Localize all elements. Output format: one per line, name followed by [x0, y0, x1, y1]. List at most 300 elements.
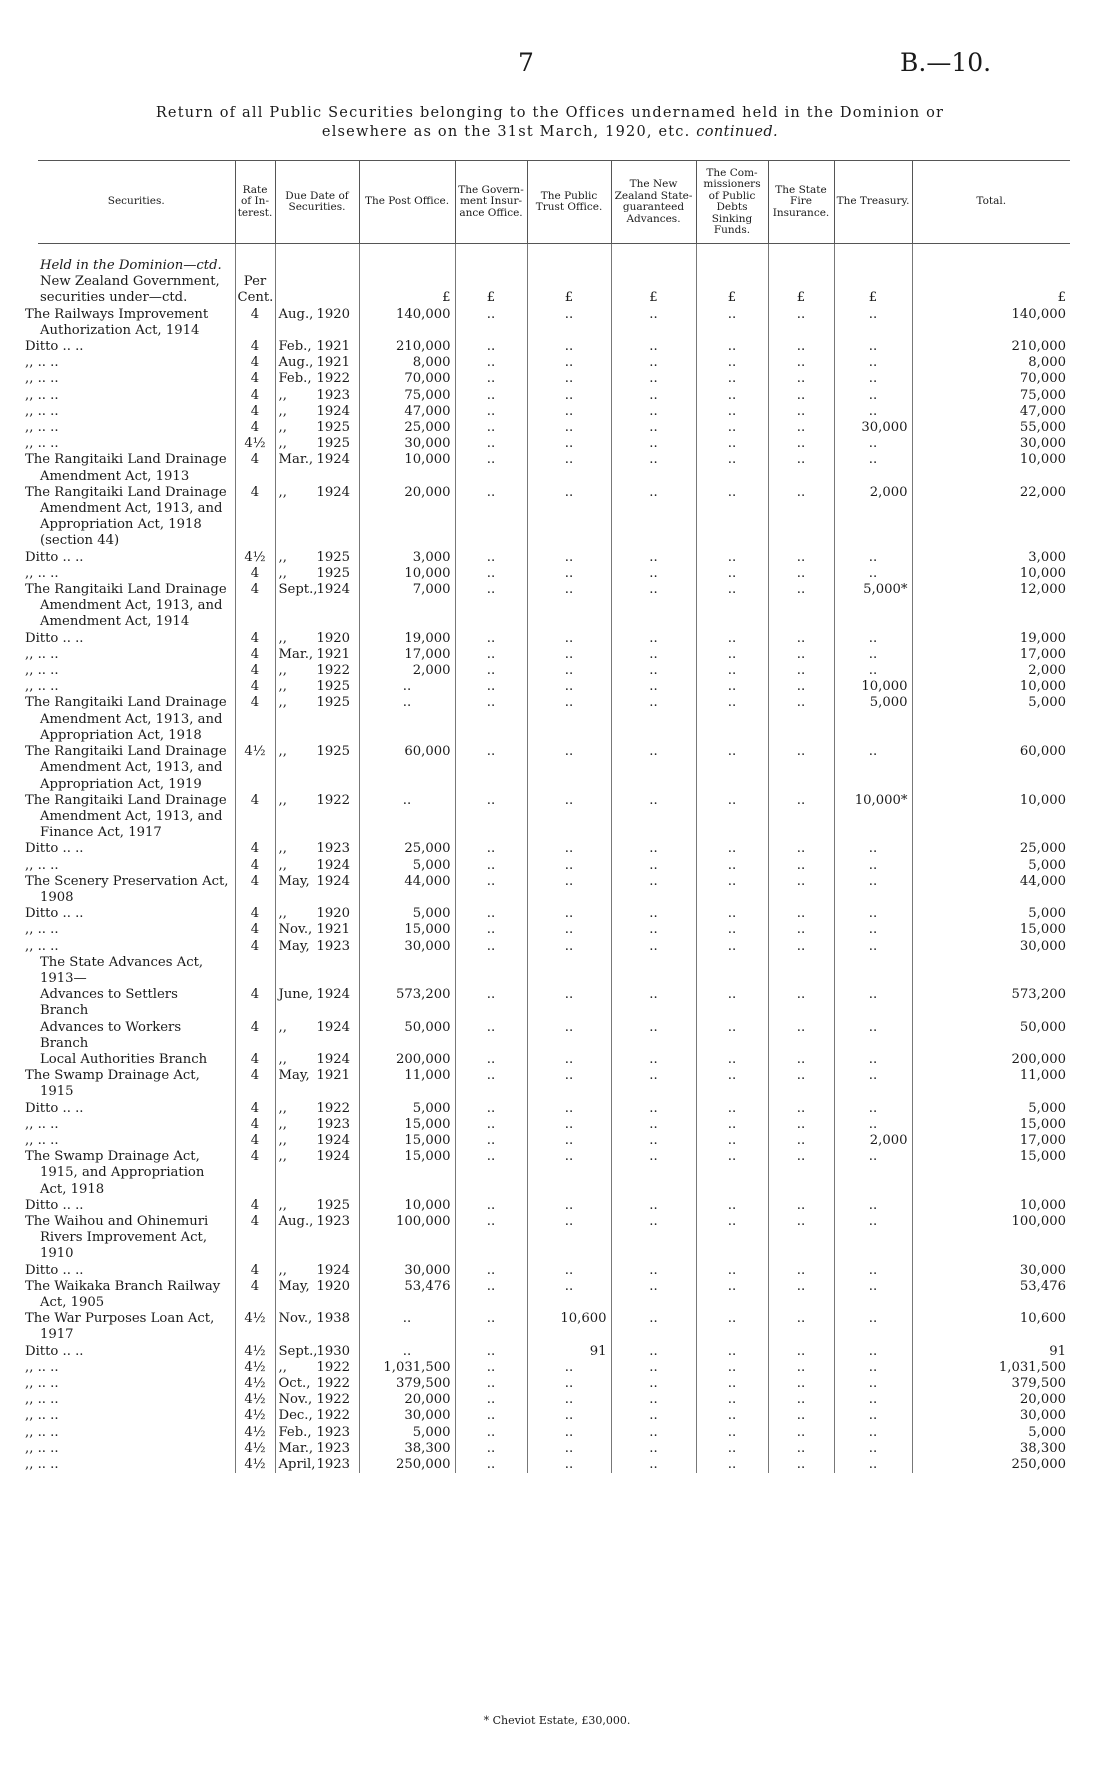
header-securities: Securities. [38, 161, 235, 244]
post-office-value: 5,000 [359, 1101, 455, 1117]
due-date [275, 420, 359, 436]
state-advances-value: .. [611, 1441, 696, 1457]
interest-rate: 4 [235, 1279, 275, 1311]
post-office-value: 53,476 [359, 1279, 455, 1311]
interest-rate: 4 [235, 695, 275, 744]
interest-rate: 4½ [235, 436, 275, 452]
interest-rate: 4 [235, 663, 275, 679]
interest-rate: 4 [235, 1133, 275, 1149]
due-date [275, 1263, 359, 1279]
government-insurance-value: .. [455, 1020, 527, 1052]
treasury-value: .. [834, 452, 912, 484]
public-trust-value: .. [527, 1392, 611, 1408]
currency-treasury [834, 274, 912, 306]
government-insurance-value: .. [455, 452, 527, 484]
state-advances-value: .. [611, 1344, 696, 1360]
due-month: ,, [278, 857, 287, 873]
due-year: 1920 [316, 306, 351, 322]
state-advances-value: .. [611, 1360, 696, 1376]
total-value: 17,000 [1019, 1132, 1066, 1148]
due-month: ,, [278, 403, 287, 419]
government-insurance-value: .. [455, 841, 527, 857]
government-insurance-value: .. [455, 1052, 527, 1068]
table-row [38, 1198, 1070, 1214]
total-value: 5,000 [1028, 857, 1066, 873]
due-year: 1924 [316, 873, 351, 889]
table-row [38, 679, 1070, 695]
interest-rate: 4 [235, 679, 275, 695]
state-fire-value: .. [768, 679, 834, 695]
state-advances-value: .. [611, 1263, 696, 1279]
empty-cell [834, 955, 912, 987]
table-row [38, 1068, 1070, 1100]
treasury-value: .. [834, 388, 912, 404]
state-fire-value: .. [768, 1392, 834, 1408]
state-advances-value: .. [611, 388, 696, 404]
state-fire-value: .. [768, 452, 834, 484]
government-insurance-value: .. [455, 939, 527, 955]
due-date [275, 1214, 359, 1263]
sinking-funds-value: .. [696, 793, 768, 842]
state-fire-value: .. [768, 922, 834, 938]
due-year: 1925 [316, 420, 351, 436]
table-row [38, 566, 1070, 582]
security-name: The Rangitaiki Land Drainage Amendment Act, 1913, and Finance Act, 1917 [38, 793, 235, 842]
due-year: 1923 [316, 1457, 351, 1473]
security-name: Ditto .. .. [38, 841, 235, 857]
public-trust-value: .. [527, 1457, 611, 1473]
interest-rate: 4 [235, 566, 275, 582]
post-office-value: 10,000 [359, 1198, 455, 1214]
public-trust-value: .. [527, 1263, 611, 1279]
due-date [275, 1068, 359, 1100]
due-month: ,, [278, 841, 287, 857]
post-office-value: .. [359, 695, 455, 744]
security-name: ,, .. .. [38, 388, 235, 404]
due-date [275, 582, 359, 631]
table-row [38, 939, 1070, 955]
state-fire-value: .. [768, 1457, 834, 1473]
post-office-value: 15,000 [359, 1133, 455, 1149]
due-year: 1920 [316, 630, 351, 646]
public-trust-value: .. [527, 566, 611, 582]
state-fire-value: .. [768, 858, 834, 874]
sinking-funds-value: .. [696, 679, 768, 695]
public-trust-value: .. [527, 307, 611, 339]
sinking-funds-value: .. [696, 841, 768, 857]
total-value: 200,000 [1011, 1051, 1066, 1067]
post-office-value: 30,000 [359, 1263, 455, 1279]
total-value: 38,300 [1019, 1440, 1066, 1456]
due-date [275, 1344, 359, 1360]
interest-rate: 4 [235, 1149, 275, 1198]
state-advances-value: .. [611, 485, 696, 550]
treasury-value: .. [834, 1052, 912, 1068]
treasury-value: .. [834, 631, 912, 647]
sinking-funds-value: .. [696, 404, 768, 420]
sinking-funds-value: .. [696, 1376, 768, 1392]
post-office-value: 11,000 [359, 1068, 455, 1100]
sinking-funds-value: .. [696, 1149, 768, 1198]
sinking-funds-value: .. [696, 1020, 768, 1052]
interest-rate: 4 [235, 452, 275, 484]
table-row [38, 1020, 1070, 1052]
treasury-value: .. [834, 744, 912, 793]
security-name: The Rangitaiki Land Drainage Amendment Act, 1913, and Amendment Act, 1914 [38, 582, 235, 631]
total-value: 5,000 [1028, 1424, 1066, 1440]
table-row [38, 1149, 1070, 1198]
due-month: Dec., [278, 1408, 313, 1424]
security-name: Ditto .. .. [38, 339, 235, 355]
security-name: ,, .. .. [38, 1425, 235, 1441]
security-name: ,, .. .. [38, 436, 235, 452]
currency-symbol: £ [486, 290, 496, 306]
post-office-value: 19,000 [359, 631, 455, 647]
due-year: 1938 [316, 1311, 351, 1327]
table-row [38, 1457, 1070, 1473]
government-insurance-value: .. [455, 371, 527, 387]
subheading-row [38, 955, 1070, 987]
total-value: 70,000 [1019, 371, 1066, 387]
public-trust-value: .. [527, 1425, 611, 1441]
interest-rate: 4 [235, 388, 275, 404]
empty-cell [235, 955, 275, 987]
state-fire-value: .. [768, 404, 834, 420]
post-office-value: 5,000 [359, 858, 455, 874]
due-month: May, [278, 1068, 310, 1084]
security-name: ,, .. .. [38, 1133, 235, 1149]
total-value: 17,000 [1019, 646, 1066, 662]
currency-symbol: £ [796, 290, 806, 306]
security-name: The Waihou and Ohinemuri Rivers Improvement Act, 1910 [38, 1214, 235, 1263]
due-month: ,, [278, 1262, 287, 1278]
total-value: 140,000 [1011, 306, 1066, 322]
state-advances-value: .. [611, 1425, 696, 1441]
table-row [38, 1344, 1070, 1360]
due-month: May, [278, 873, 310, 889]
interest-rate: 4 [235, 1263, 275, 1279]
table-row [38, 874, 1070, 906]
section-heading-row [38, 258, 1070, 274]
public-trust-value: .. [527, 1149, 611, 1198]
interest-rate: 4 [235, 1214, 275, 1263]
public-trust-value: .. [527, 874, 611, 906]
post-office-value: 2,000 [359, 663, 455, 679]
empty-cell [359, 955, 455, 987]
state-advances-value: .. [611, 922, 696, 938]
due-month: ,, [278, 630, 287, 646]
public-trust-value: .. [527, 841, 611, 857]
due-date [275, 631, 359, 647]
post-office-value: 30,000 [359, 1408, 455, 1424]
state-advances-value: .. [611, 1214, 696, 1263]
public-trust-value: .. [527, 922, 611, 938]
interest-rate: 4 [235, 404, 275, 420]
due-year: 1921 [316, 646, 351, 662]
state-fire-value: .. [768, 1311, 834, 1343]
page-title [30, 104, 1070, 142]
government-insurance-value: .. [455, 922, 527, 938]
state-fire-value: .. [768, 1198, 834, 1214]
due-month: ,, [278, 1100, 287, 1116]
due-year: 1921 [316, 1068, 351, 1084]
government-insurance-value: .. [455, 663, 527, 679]
treasury-value: .. [834, 1360, 912, 1376]
empty-cell [455, 955, 527, 987]
title-line-2 [30, 123, 1070, 142]
sinking-funds-value: .. [696, 1101, 768, 1117]
interest-rate: 4 [235, 485, 275, 550]
sinking-funds-value: .. [696, 566, 768, 582]
treasury-value: .. [834, 1376, 912, 1392]
state-advances-value: .. [611, 874, 696, 906]
table-row [38, 841, 1070, 857]
state-advances-subheading: The State Advances Act, 1913— [38, 955, 235, 987]
security-name: ,, .. .. [38, 1441, 235, 1457]
due-month: ,, [278, 663, 287, 679]
state-advances-value: .. [611, 1279, 696, 1311]
state-advances-value: .. [611, 987, 696, 1019]
empty-cell [696, 955, 768, 987]
due-year: 1921 [316, 355, 351, 371]
total-value: 75,000 [1019, 387, 1066, 403]
security-name: The Rangitaiki Land Drainage Amendment Act, 1913 [38, 452, 235, 484]
total-value: 25,000 [1019, 841, 1066, 857]
state-advances-value: .. [611, 647, 696, 663]
treasury-value: .. [834, 1101, 912, 1117]
state-fire-value: .. [768, 339, 834, 355]
currency-sinking-funds [696, 274, 768, 306]
due-year: 1925 [316, 549, 351, 565]
interest-rate: 4½ [235, 1360, 275, 1376]
due-date [275, 1311, 359, 1343]
table-row [38, 404, 1070, 420]
state-fire-value: .. [768, 1279, 834, 1311]
due-date [275, 987, 359, 1019]
post-office-value: 379,500 [359, 1376, 455, 1392]
treasury-value: 5,000 [834, 695, 912, 744]
security-name: ,, .. .. [38, 1457, 235, 1473]
government-insurance-value: .. [455, 1457, 527, 1473]
currency-public-trust [527, 274, 611, 306]
due-year: 1922 [316, 1408, 351, 1424]
total-value: 19,000 [1019, 630, 1066, 646]
table-row [38, 1263, 1070, 1279]
total-value: 30,000 [1019, 1408, 1066, 1424]
public-trust-value: .. [527, 939, 611, 955]
due-date [275, 939, 359, 955]
sinking-funds-value: .. [696, 1214, 768, 1263]
total-value: 30,000 [1019, 938, 1066, 954]
state-advances-value: .. [611, 695, 696, 744]
treasury-value: .. [834, 1457, 912, 1473]
state-fire-value: .. [768, 906, 834, 922]
sinking-funds-value: .. [696, 1068, 768, 1100]
security-name: The Rangitaiki Land Drainage Amendment Act, 1913, and Appropriation Act, 1918 [38, 695, 235, 744]
sinking-funds-value: .. [696, 922, 768, 938]
sinking-funds-value: .. [696, 906, 768, 922]
table-row [38, 1425, 1070, 1441]
currency-total [912, 274, 1070, 306]
spacer-row [38, 244, 1070, 259]
post-office-value: 20,000 [359, 1392, 455, 1408]
state-fire-value: .. [768, 388, 834, 404]
government-insurance-value: .. [455, 566, 527, 582]
post-office-value: 44,000 [359, 874, 455, 906]
public-trust-value: .. [527, 987, 611, 1019]
interest-rate: 4 [235, 631, 275, 647]
total-value: 5,000 [1028, 695, 1066, 711]
public-trust-value: .. [527, 858, 611, 874]
due-date [275, 388, 359, 404]
post-office-value: .. [359, 679, 455, 695]
government-insurance-value: .. [455, 550, 527, 566]
due-month: Aug., [278, 355, 314, 371]
state-advances-value: .. [611, 1311, 696, 1343]
interest-rate: 4 [235, 874, 275, 906]
table-row [38, 582, 1070, 631]
security-name: The Swamp Drainage Act, 1915 [38, 1068, 235, 1100]
total-value: 10,000 [1019, 452, 1066, 468]
table-row [38, 631, 1070, 647]
treasury-value: .. [834, 1344, 912, 1360]
table-row [38, 1392, 1070, 1408]
due-month: Mar., [278, 646, 314, 662]
state-advances-value: .. [611, 1149, 696, 1198]
state-fire-value: .. [768, 1117, 834, 1133]
due-date [275, 1441, 359, 1457]
security-name: ,, .. .. [38, 404, 235, 420]
state-advances-value: .. [611, 663, 696, 679]
government-insurance-value: .. [455, 1149, 527, 1198]
sinking-funds-value: .. [696, 1117, 768, 1133]
public-trust-value: .. [527, 1441, 611, 1457]
public-trust-value: .. [527, 647, 611, 663]
state-fire-value: .. [768, 939, 834, 955]
government-insurance-value: .. [455, 1101, 527, 1117]
due-month: ,, [278, 1132, 287, 1148]
public-trust-value: .. [527, 1052, 611, 1068]
state-fire-value: .. [768, 1101, 834, 1117]
due-year: 1924 [316, 1149, 351, 1165]
interest-rate: 4 [235, 1052, 275, 1068]
sinking-funds-value: .. [696, 1392, 768, 1408]
group-heading-line-1: New Zealand Government, [40, 274, 220, 290]
table-row [38, 647, 1070, 663]
due-date [275, 679, 359, 695]
government-insurance-value: .. [455, 1279, 527, 1311]
state-advances-value: .. [611, 1198, 696, 1214]
currency-symbol: £ [727, 290, 737, 306]
state-fire-value: .. [768, 1020, 834, 1052]
state-fire-value: .. [768, 566, 834, 582]
total-value: 15,000 [1019, 1149, 1066, 1165]
post-office-value: 100,000 [359, 1214, 455, 1263]
table-row [38, 420, 1070, 436]
due-date [275, 550, 359, 566]
state-advances-value: .. [611, 436, 696, 452]
interest-rate: 4 [235, 307, 275, 339]
public-trust-value: 91 [527, 1344, 611, 1360]
security-name: The Swamp Drainage Act, 1915, and Appropriation Act, 1918 [38, 1149, 235, 1198]
government-insurance-value: .. [455, 744, 527, 793]
due-month: Mar., [278, 452, 314, 468]
sinking-funds-value: .. [696, 1425, 768, 1441]
table-row [38, 793, 1070, 842]
government-insurance-value: .. [455, 436, 527, 452]
title-line-2-text: elsewhere as on the 31st March, 1920, etc. [321, 124, 691, 140]
due-month: ,, [278, 1149, 287, 1165]
interest-rate: 4 [235, 922, 275, 938]
header-public-trust: The Public Trust Office. [527, 161, 611, 244]
total-value: 15,000 [1019, 1116, 1066, 1132]
due-year: 1930 [316, 1343, 351, 1359]
treasury-value: .. [834, 1311, 912, 1343]
table-row [38, 1311, 1070, 1343]
due-year: 1925 [316, 565, 351, 581]
government-insurance-value: .. [455, 1392, 527, 1408]
sinking-funds-value: .. [696, 452, 768, 484]
state-advances-value: .. [611, 679, 696, 695]
table-row [38, 987, 1070, 1019]
due-month: May, [278, 1278, 310, 1294]
treasury-value: .. [834, 922, 912, 938]
state-advances-value: .. [611, 566, 696, 582]
due-date [275, 647, 359, 663]
government-insurance-value: .. [455, 339, 527, 355]
state-fire-value: .. [768, 695, 834, 744]
treasury-value: .. [834, 436, 912, 452]
total-value: 20,000 [1019, 1392, 1066, 1408]
government-insurance-value: .. [455, 679, 527, 695]
due-date [275, 1101, 359, 1117]
page-number: 7 [518, 48, 534, 77]
sinking-funds-value: .. [696, 1457, 768, 1473]
treasury-value: .. [834, 874, 912, 906]
header-sinking-funds: The Com-missioners of Public Debts Sinking Funds. [696, 161, 768, 244]
due-date [275, 874, 359, 906]
total-value: 30,000 [1019, 1262, 1066, 1278]
due-month: ,, [278, 436, 287, 452]
due-year: 1925 [316, 679, 351, 695]
currency-government-insurance [455, 274, 527, 306]
total-value: 12,000 [1019, 582, 1066, 598]
interest-rate: 4 [235, 1101, 275, 1117]
post-office-value: 250,000 [359, 1457, 455, 1473]
state-fire-value: .. [768, 631, 834, 647]
government-insurance-value: .. [455, 631, 527, 647]
security-name: ,, .. .. [38, 355, 235, 371]
due-month: Aug., [278, 1213, 314, 1229]
state-fire-value: .. [768, 307, 834, 339]
post-office-value: 30,000 [359, 436, 455, 452]
treasury-value: .. [834, 663, 912, 679]
interest-rate: 4½ [235, 1376, 275, 1392]
public-trust-value: .. [527, 339, 611, 355]
currency-symbol: £ [868, 290, 878, 306]
total-value: 55,000 [1019, 420, 1066, 436]
due-year: 1922 [316, 1376, 351, 1392]
treasury-value: .. [834, 987, 912, 1019]
government-insurance-value: .. [455, 404, 527, 420]
government-insurance-value: .. [455, 793, 527, 842]
interest-rate: 4½ [235, 1408, 275, 1424]
state-fire-value: .. [768, 987, 834, 1019]
header-row [38, 161, 1070, 244]
treasury-value: .. [834, 647, 912, 663]
due-month: ,, [278, 906, 287, 922]
treasury-value: .. [834, 1198, 912, 1214]
